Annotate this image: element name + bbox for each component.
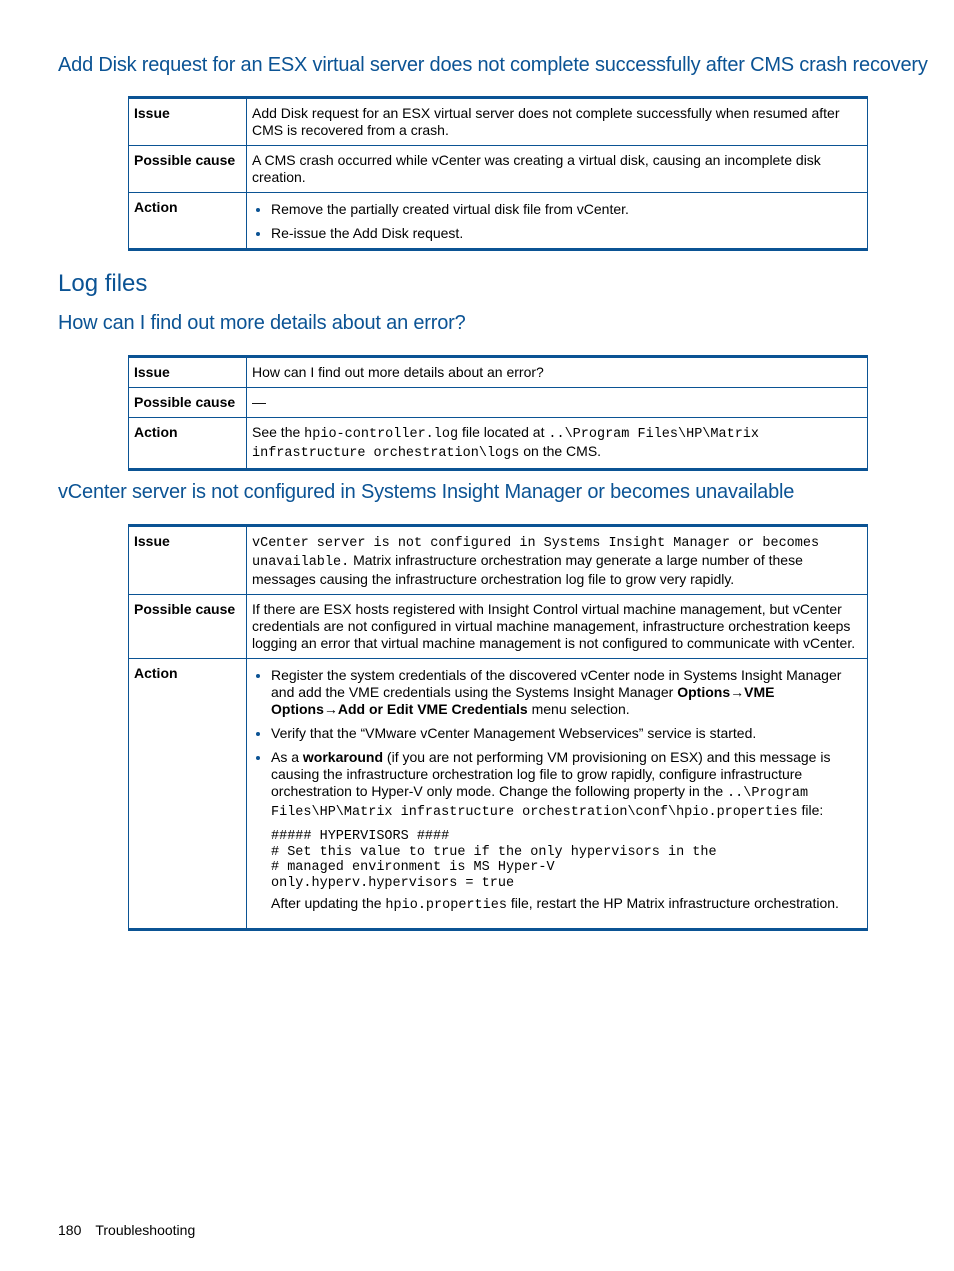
list-item: • Re-issue the Add Disk request. [271,225,862,242]
list-item: • Remove the partially created virtual disk file from vCenter. [271,201,862,218]
action-label: Action [129,193,247,250]
cause-text: If there are ESX hosts registered with Insight Control virtual machine management, but vCenter credentials are not configured in virtual machine management, infrastructure orchestration keeps logging an error that virtual machine management is not configured to communicate with vCenter. [247,595,868,659]
heading-add-disk: Add Disk request for an ESX virtual server does not complete successfully after CMS crash recovery [58,54,928,76]
action-pre: See the [252,424,305,440]
table-row [129,388,868,418]
action-mid: file located at [458,424,549,440]
issue-label: Issue [129,357,247,388]
action-text [247,418,868,470]
issue-message: vCenter server is not configured in Systems Insight Manager or becomes unavailable. [252,536,820,570]
after-update-note [271,895,862,914]
action-list [252,201,862,242]
text-run: file: [797,802,824,818]
table-row [129,595,868,659]
issue-label: Issue [129,98,247,146]
issue-text: How can I find out more details about an error? [247,357,868,388]
table-row [129,526,868,595]
workaround-label: workaround [302,749,384,765]
footer-section: Troubleshooting [95,1222,196,1238]
page-number: 180 [58,1222,82,1238]
details-table [128,355,868,471]
table-row [129,357,868,388]
menu-arrow: → [323,701,338,717]
issue-text: Add Disk request for an ESX virtual server does not complete successfully when resumed after CMS is recovered from a crash. [247,98,868,146]
table-row [129,193,868,250]
heading-log-files: Log files [58,270,148,297]
action-label: Action [129,659,247,930]
cause-label: Possible cause [129,388,247,418]
properties-path: ..\Program Files\HP\Matrix infrastructure orchestration\conf\hpio.properties [271,786,809,820]
page-footer [58,1222,209,1238]
menu-arrow: → [730,684,745,700]
vcenter-table [128,524,868,931]
code-block: ##### HYPERVISORS #### # Set this value to true if the only hypervisors in the # managed environment is MS Hyper-V only.hyperv.hypervisors = true [271,829,717,891]
text-run: (if you are not performing VM provisioning on ESX) and this message is causing the infrastructure orchestration log file to grow rapidly, configure infrastructure orchestration to Hyper-V only mode. Change the following property in the [271,749,831,799]
action-cell [247,659,868,930]
list-item: • Verify that the “VMware vCenter Management Webservices” service is started. [271,725,862,742]
action-list [252,667,862,914]
cause-text: A CMS crash occurred while vCenter was creating a virtual disk, causing an incomplete disk creation. [247,146,868,193]
action-post: on the CMS. [519,443,602,459]
cause-text: — [247,388,868,418]
table-row [129,98,868,146]
list-item [271,749,862,914]
action-label: Action [129,418,247,470]
list-item [271,667,862,718]
issue-text [247,526,868,595]
issue-label: Issue [129,526,247,595]
properties-filename: hpio.properties [385,898,507,913]
heading-details: How can I find out more details about an error? [58,312,466,334]
heading-vcenter: vCenter server is not configured in Systems Insight Manager or becomes unavailable [58,481,795,503]
menu-add-edit-credentials: Add or Edit VME Credentials [337,701,528,717]
text-run: file, restart the HP Matrix infrastructure orchestration. [506,895,839,911]
table-row [129,418,868,470]
text-run: Register the system credentials of the discovered vCenter node in Systems Insight Manager and add the VME credentials using the Systems Insight Manager [271,667,842,700]
log-filename: hpio-controller.log [304,427,459,442]
action-cell [247,193,868,250]
log-path: ..\Program Files\HP\Matrix infrastructure orchestration\logs [252,427,760,461]
menu-options: Options [677,684,731,700]
text-run: After updating the [271,895,386,911]
table-row [129,146,868,193]
text-run: As a [271,749,303,765]
table-row [129,659,868,930]
text-run: menu selection. [527,701,630,717]
cause-label: Possible cause [129,146,247,193]
add-disk-table [128,96,868,251]
menu-vme-options: VME Options [271,684,775,717]
issue-rest: Matrix infrastructure orchestration may generate a large number of these messages causing the infrastructure orchestration log file to grow very rapidly. [252,552,803,587]
cause-label: Possible cause [129,595,247,659]
